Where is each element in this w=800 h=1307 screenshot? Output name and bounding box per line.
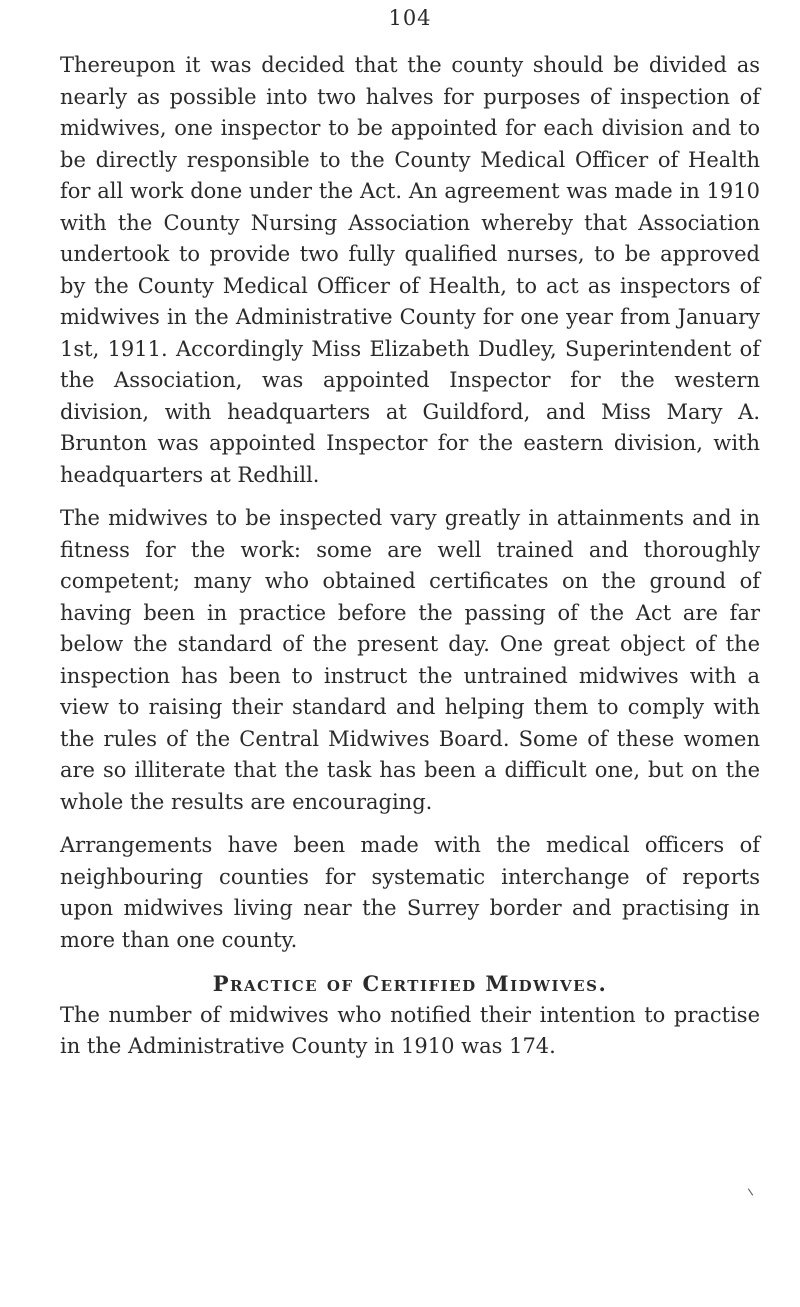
body-text (60, 50, 760, 1075)
page-number: 104 (388, 6, 432, 30)
section-heading: Practice of Certified Midwives. (212, 971, 608, 996)
paragraph-inspection-division: Thereupon it was decided that the county should be divided as nearly as possible into two halves for purposes of inspection of midwives, one inspector to be appointed for each division and to be directly responsible to the County Medical Officer of Health for all work done under the Act. An agreement was made in 1910 with the County Nursing Association whereby that Association undertook to provide two fully qualified nurses, to be approved by the County Medical Officer of Health, to act as inspectors of midwives in the Administrative County for one year from January 1st, 1911. Accordingly Miss Elizabeth Dudley, Superintendent of the Association, was appointed Inspector for the western division, with headquarters at Guildford, and Miss Mary A. Brunton was appointed Inspector for the eastern division, with headquarters at Redhill. (60, 53, 760, 487)
paragraph-neighbouring-counties: Arrangements have been made with the medical officers of neighbouring counties for systematic interchange of reports upon midwives living near the Surrey border and practising in more than one county. (60, 833, 760, 952)
paragraph-midwives-count: The number of midwives who notified their intention to practise in the Administrative County in 1910 was 174. (60, 1002, 760, 1058)
scan-mark (748, 1188, 753, 1195)
paragraph-midwives-attainments: The midwives to be inspected vary greatly in attainments and in fitness for the work: some are well trained and thoroughly competent; many who obtained certificates on the ground of having been in practice before the passing of the Act are far below the standard of the present day. One great object of the inspection has been to instruct the untrained midwives with a view to raising their standard and helping them to comply with the rules of the Central Midwives Board. Some of these women are so illiterate that the task has been a difficult one, but on the whole the results are encouraging. (60, 506, 760, 814)
